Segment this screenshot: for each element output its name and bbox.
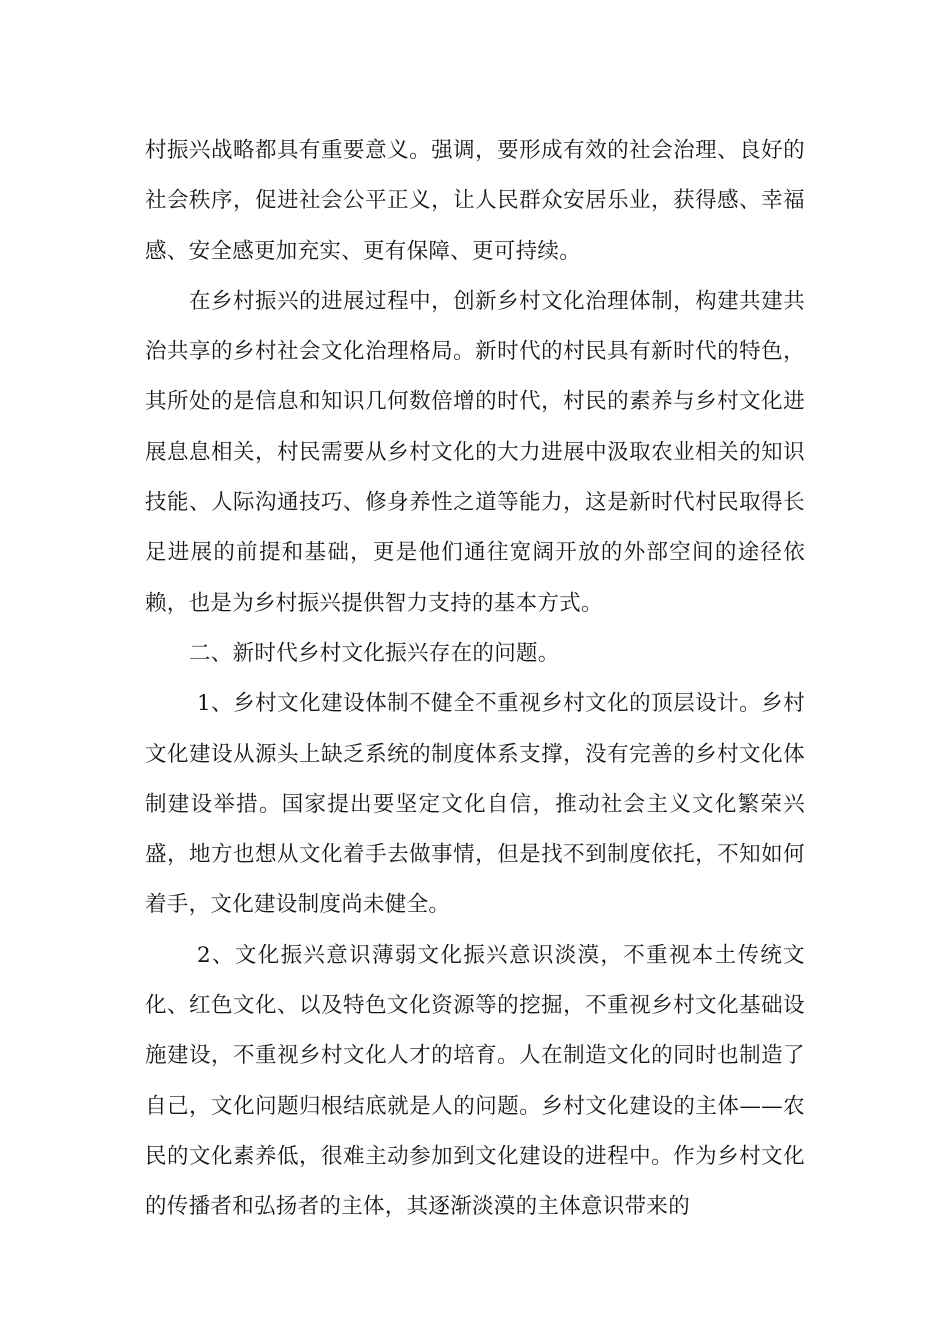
- paragraph-point-2: 2、文化振兴意识薄弱文化振兴意识淡漠，不重视本土传统文化、红色文化、以及特色文化资源等的挖掘，不重视乡村文化基础设施建设，不重视乡村文化人才的培育。人在制造文化的同时也制造了自己，文化问题归根结底就是人的问题。乡村文化建设的主体——农民的文化素养低，很难主动参加到文化建设的进程中。作为乡村文化的传播者和弘扬者的主体，其逐渐淡漠的主体意识带来的: [145, 942, 805, 1220]
- paragraph-continuation: 村振兴战略都具有重要意义。强调，要形成有效的社会治理、良好的社会秩序，促进社会公平正义，让人民群众安居乐业，获得感、幸福感、安全感更加充实、更有保障、更可持续。: [145, 138, 805, 264]
- section-heading-problems: 二、新时代乡村文化振兴存在的问题。: [189, 640, 560, 666]
- document-body: [145, 126, 805, 1233]
- paragraph-rural-governance: 在乡村振兴的进展过程中，创新乡村文化治理体制，构建共建共治共享的乡村社会文化治理格局。新时代的村民具有新时代的特色，其所处的是信息和知识几何数倍增的时代，村民的素养与乡村文化进展息息相关，村民需要从乡村文化的大力进展中汲取农业相关的知识技能、人际沟通技巧、修身养性之道等能力，这是新时代村民取得长足进展的前提和基础，更是他们通往宽阔开放的外部空间的途径依赖，也是为乡村振兴提供智力支持的基本方式。: [145, 288, 805, 616]
- paragraph-point-1: 1、乡村文化建设体制不健全不重视乡村文化的顶层设计。乡村文化建设从源头上缺乏系统的制度体系支撑，没有完善的乡村文化体制建设举措。国家提出要坚定文化自信，推动社会主义文化繁荣兴盛，地方也想从文化着手去做事情，但是找不到制度依托，不知如何着手，文化建设制度尚未健全。: [145, 691, 805, 918]
